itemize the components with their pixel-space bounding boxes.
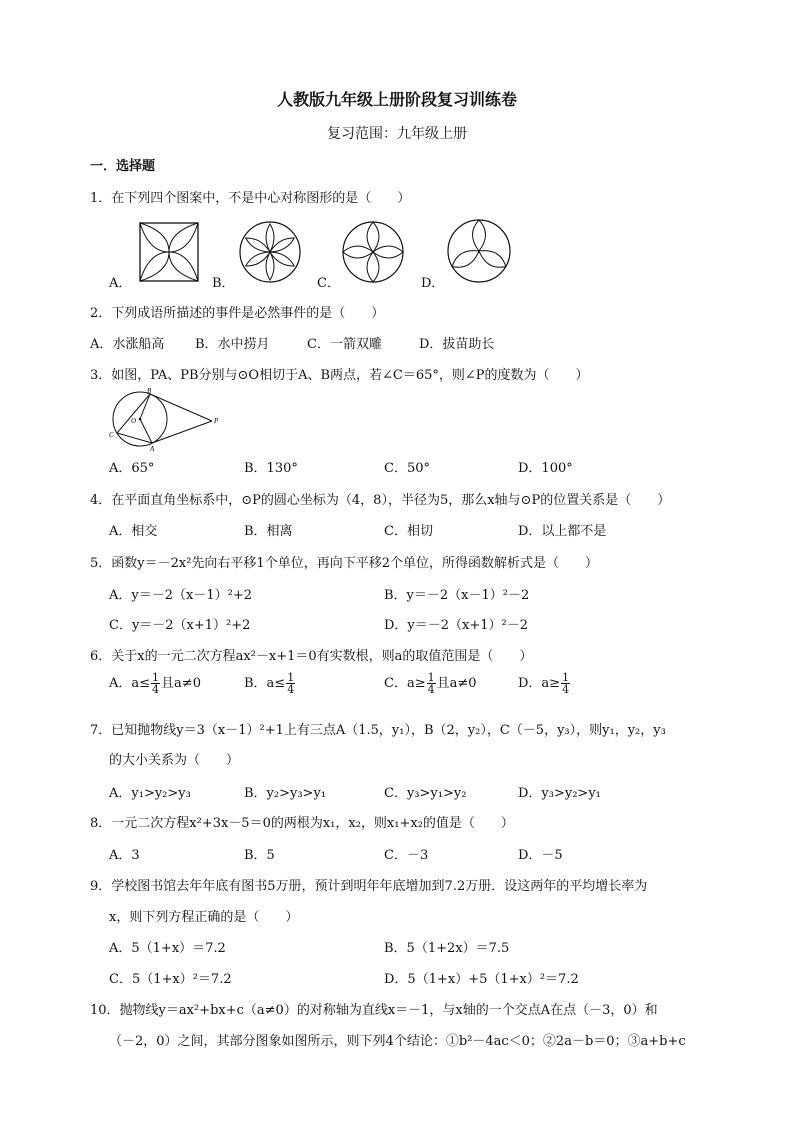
q8-option-b: B．5: [244, 848, 275, 863]
q5-option-d: D．y＝－2（x+1）²－2: [384, 618, 529, 633]
q4-option-a: A．相交: [109, 524, 158, 539]
q1-figure-a: [139, 222, 199, 286]
q6-option-a-den: 4: [152, 683, 160, 696]
question-2-stem: 2．下列成语所描述的事件是必然事件的是（ ）: [90, 306, 385, 321]
q1-figure-b: [238, 220, 302, 288]
q2-option-d: D．拔苗助长: [419, 337, 495, 352]
q6-option-a-pre: A．a≤: [109, 676, 151, 691]
q5-option-c: C．y＝－2（x+1）²+2: [109, 618, 251, 633]
q3-option-a: A．65°: [109, 461, 155, 476]
question-8-stem: 8．一元二次方程x²+3x－5＝0的两根为x₁，x₂，则x₁+x₂的值是（ ）: [90, 816, 514, 831]
question-4-stem: 4．在平面直角坐标系中，⊙P的圆心坐标为（4，8），半径为5，那么x轴与⊙P的位置关系是（ ）: [90, 493, 671, 508]
q7-option-c: C．y₃>y₁>y₂: [384, 786, 467, 801]
q6-option-d-pre: D．a≥: [518, 676, 561, 691]
q5-option-a: A．y＝－2（x－1）²+2: [109, 588, 252, 603]
question-10-stem-line-2: （－2，0）之间，其部分图象如图所示，则下列4个结论：①b²－4ac＜0；②2a－b＝0；③a+b+c: [109, 1034, 686, 1049]
q6-option-a-num: 1: [152, 671, 160, 684]
q6-option-c-den: 4: [427, 683, 435, 696]
q9-option-d: D．5（1+x）+5（1+x）²＝7.2: [384, 972, 579, 987]
q3-label-a: A: [150, 445, 155, 452]
q6-option-c-fraction: [427, 672, 436, 695]
page-subtitle: 复习范围：九年级上册: [327, 126, 467, 142]
question-5-stem: 5．函数y＝－2x²先向右平移1个单位，再向下平移2个单位，所得函数解析式是（ ）: [90, 556, 598, 571]
q9-option-b: B．5（1+2x）＝7.5: [384, 941, 510, 956]
q2-option-c: C．一箭双雕: [307, 337, 382, 352]
q6-option-d-num: 1: [562, 671, 570, 684]
question-10-stem-line-1: 10．抛物线y＝ax²+bx+c（a≠0）的对称轴为直线x＝－1，与x轴的一个交点A在点（－3，0）和: [90, 1003, 658, 1018]
q1-option-a: A．: [109, 276, 132, 291]
q5-option-b: B．y＝－2（x－1）²－2: [384, 588, 530, 603]
q6-option-a-post: 且a≠0: [161, 676, 201, 691]
q6-option-b-fraction: [286, 672, 295, 695]
q4-option-b: B．相离: [244, 524, 293, 539]
q4-option-c: C．相切: [384, 524, 433, 539]
q7-option-b: B．y₂>y₃>y₁: [244, 786, 327, 801]
q6-option-c-num: 1: [427, 671, 435, 684]
q1-figure-c: [341, 220, 405, 288]
q6-option-a: [109, 672, 201, 695]
q9-option-a: A．5（1+x）＝7.2: [109, 941, 226, 956]
q1-figure-d: [446, 218, 512, 288]
q6-option-d-fraction: [561, 672, 570, 695]
q6-option-c: [384, 672, 477, 695]
q7-option-a: A．y₁>y₂>y₃: [109, 786, 191, 801]
q3-label-p: P: [214, 417, 219, 425]
q2-option-b: B．水中捞月: [195, 337, 270, 352]
q6-option-b: [244, 672, 296, 695]
q9-option-c: C．5（1+x）²＝7.2: [109, 972, 232, 987]
question-7-stem-line-2: 的大小关系为（ ）: [109, 753, 240, 768]
q6-option-c-post: 且a≠0: [436, 676, 477, 691]
question-9-stem-line-1: 9．学校图书馆去年年底有图书5万册，预计到明年年底增加到7.2万册．设这两年的平均增长率为: [90, 879, 648, 894]
q3-option-d: D．100°: [518, 461, 573, 476]
q8-option-a: A．3: [109, 848, 140, 863]
q3-option-b: B．130°: [244, 461, 298, 476]
q4-option-d: D．以上都不是: [518, 524, 607, 539]
q3-label-o: O: [131, 417, 137, 425]
q6-option-b-den: 4: [287, 683, 295, 696]
question-1-stem: 1．在下列四个图案中，不是中心对称图形的是（ ）: [90, 191, 411, 206]
q6-option-c-pre: C．a≥: [384, 676, 426, 691]
question-6-stem: 6．关于x的一元二次方程ax²－x+1＝0有实数根，则a的取值范围是（ ）: [90, 649, 533, 664]
question-9-stem-line-2: x，则下列方程正确的是（ ）: [109, 910, 299, 925]
section-heading: 一．选择题: [90, 159, 156, 174]
question-7-stem-line-1: 7．已知抛物线y＝3（x－1）²+1上有三点A（1.5，y₁），B（2，y₂），C（－5，y₃），则y₁，y₂，y₃: [90, 723, 666, 738]
q1-option-d: D．: [421, 276, 445, 291]
q2-option-a: A．水涨船高: [90, 337, 165, 352]
q7-option-d: D．y₃>y₂>y₁: [518, 786, 601, 801]
q3-label-b: B: [147, 387, 152, 395]
page-title: 人教版九年级上册阶段复习训练卷: [276, 90, 517, 109]
q6-option-b-pre: B．a≤: [244, 676, 286, 691]
q1-option-c: C．: [317, 276, 340, 291]
q1-option-b: B．: [212, 276, 235, 291]
q6-option-d: [518, 672, 571, 695]
q8-option-c: C．－3: [384, 848, 429, 863]
q3-figure: [104, 386, 224, 456]
q6-option-a-fraction: [151, 672, 160, 695]
q8-option-d: D．－5: [518, 848, 563, 863]
q3-option-c: C．50°: [384, 461, 430, 476]
q6-option-b-num: 1: [287, 671, 295, 684]
q6-option-d-den: 4: [562, 683, 570, 696]
q3-label-c: C: [109, 431, 114, 439]
question-3-stem: 3．如图，PA、PB分别与⊙O相切于A、B两点，若∠C＝65°，则∠P的度数为（ ）: [90, 368, 589, 383]
